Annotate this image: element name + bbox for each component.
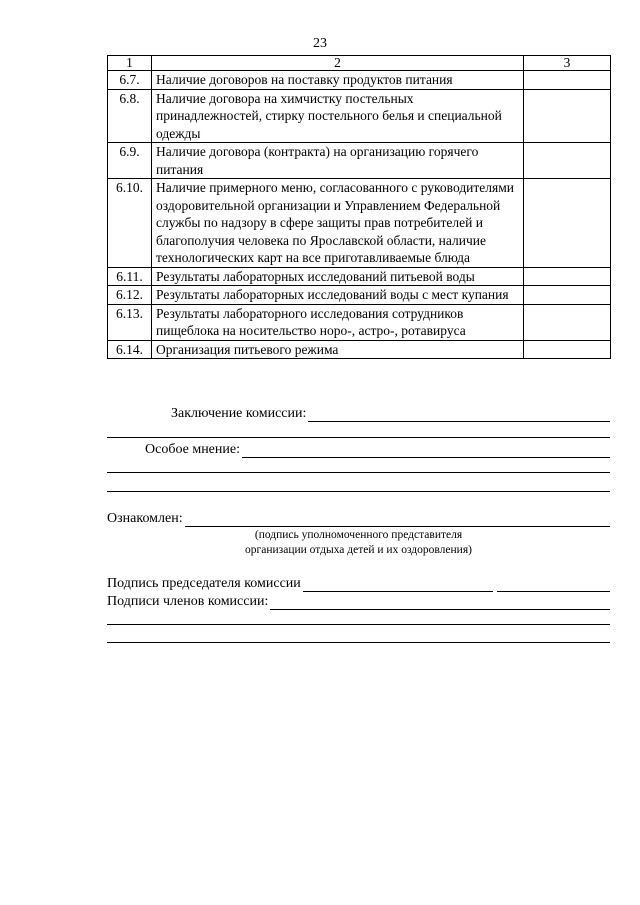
table-row: [108, 340, 611, 359]
row-text: Результаты лабораторных исследований воды с мест купания: [152, 286, 524, 305]
row-number: 6.14.: [108, 340, 152, 359]
conclusion-label: Заключение комиссии:: [171, 406, 307, 421]
chairman-signature-label: Подпись председателя комиссии: [107, 576, 301, 591]
table-row: [108, 143, 611, 179]
chairman-signature-field[interactable]: [303, 578, 493, 592]
row-text: Организация питьевого режима: [152, 340, 524, 359]
table-header-row: [108, 56, 611, 71]
row-text: Наличие договора (контракта) на организацию горячего питания: [152, 143, 524, 179]
acquainted-caption-line-1: (подпись уполномоченного представителя: [254, 529, 463, 541]
table-row: [108, 286, 611, 305]
acquainted-line: [107, 511, 610, 527]
row-number: 6.9.: [108, 143, 152, 179]
special-opinion-label: Особое мнение:: [145, 442, 240, 457]
row-mark-cell[interactable]: [524, 340, 611, 359]
row-text: Наличие примерного меню, согласованного с руководителями оздоровительной организации и Управлением Федеральной службы по надзору в сфере защиты прав потребителей и благополучия человека по Ярославской области, наличие технологических карт на все приготавливаемые блюда: [152, 179, 524, 268]
row-mark-cell[interactable]: [524, 71, 611, 90]
members-signature-field-continuation-2[interactable]: [107, 642, 610, 643]
row-mark-cell[interactable]: [524, 286, 611, 305]
row-mark-cell[interactable]: [524, 89, 611, 143]
special-opinion-field-continuation-1[interactable]: [107, 472, 610, 473]
special-opinion-line: [107, 442, 610, 458]
acquainted-signature-field[interactable]: [185, 513, 610, 527]
chairman-signature-fields: [303, 578, 610, 592]
conclusion-field-continuation[interactable]: [107, 437, 610, 438]
table-row: [108, 179, 611, 268]
members-signature-line: [107, 594, 610, 610]
table-row: [108, 267, 611, 286]
table-row: [108, 304, 611, 340]
row-number: 6.11.: [108, 267, 152, 286]
row-mark-cell[interactable]: [524, 143, 611, 179]
column-header-number: 1: [108, 56, 152, 71]
members-signature-field[interactable]: [270, 596, 610, 610]
chairman-name-field[interactable]: [497, 578, 610, 592]
table-row: [108, 71, 611, 90]
special-opinion-field-continuation-2[interactable]: [107, 491, 610, 492]
checklist-table: [107, 55, 611, 359]
chairman-signature-line: [107, 576, 610, 592]
members-signature-label: Подписи членов комиссии:: [107, 594, 269, 609]
column-header-item: 2: [152, 56, 524, 71]
row-number: 6.12.: [108, 286, 152, 305]
conclusion-field[interactable]: [308, 408, 610, 422]
page-number: 23: [313, 36, 327, 51]
row-number: 6.10.: [108, 179, 152, 268]
row-text: Наличие договора на химчистку постельных принадлежностей, стирку постельного белья и специальной одежды: [152, 89, 524, 143]
row-number: 6.13.: [108, 304, 152, 340]
row-text: Результаты лабораторного исследования сотрудников пищеблока на носительство норо-, астро-, ротавируса: [152, 304, 524, 340]
row-number: 6.8.: [108, 89, 152, 143]
row-number: 6.7.: [108, 71, 152, 90]
row-text: Наличие договоров на поставку продуктов питания: [152, 71, 524, 90]
row-mark-cell[interactable]: [524, 267, 611, 286]
conclusion-line: [107, 406, 610, 422]
row-mark-cell[interactable]: [524, 179, 611, 268]
row-mark-cell[interactable]: [524, 304, 611, 340]
acquainted-caption-line-2: организации отдыха детей и их оздоровления): [245, 544, 472, 556]
table-row: [108, 89, 611, 143]
column-header-mark: 3: [524, 56, 611, 71]
acquainted-label: Ознакомлен:: [107, 511, 183, 526]
special-opinion-field[interactable]: [242, 444, 610, 458]
members-signature-field-continuation-1[interactable]: [107, 624, 610, 625]
row-text: Результаты лабораторных исследований питьевой воды: [152, 267, 524, 286]
